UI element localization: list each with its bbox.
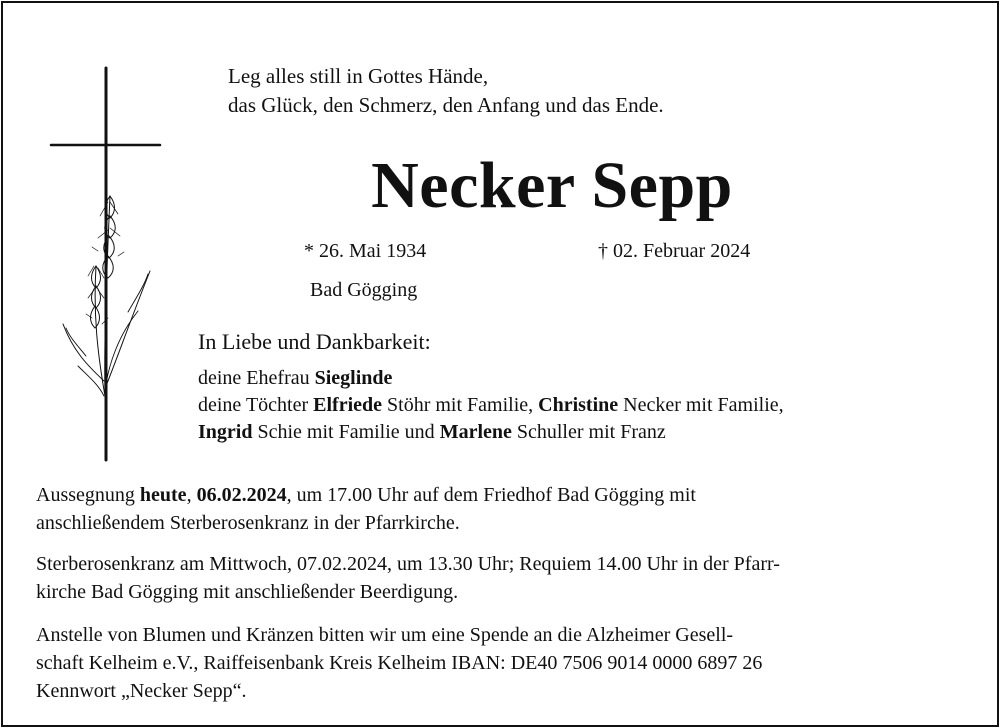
deceased-name: Necker Sepp bbox=[371, 149, 733, 222]
hometown: Bad Gögging bbox=[310, 279, 418, 301]
birth-date: * 26. Mai 1934 bbox=[304, 240, 427, 262]
mourner-prefix: deine Töchter bbox=[198, 394, 314, 416]
mourner-name: Marlene bbox=[439, 421, 512, 443]
death-date: † 02. Februar 2024 bbox=[598, 240, 751, 262]
notice-text: , bbox=[186, 484, 197, 506]
mourner-text: Stöhr mit Familie, bbox=[382, 394, 539, 416]
notice-text: Aussegnung bbox=[36, 484, 140, 506]
donation-notice bbox=[36, 621, 936, 705]
mourner-prefix: deine Ehefrau bbox=[198, 367, 315, 389]
notice-text: schaft Kelheim e.V., Raiffeisenbank Kreis Kelheim IBAN: DE40 7506 9014 0000 6897 26 bbox=[36, 652, 763, 674]
mourners-list bbox=[198, 365, 784, 446]
notice-date: 06.02.2024 bbox=[196, 484, 287, 506]
motto-line-1: Leg alles still in Gottes Hände, bbox=[228, 64, 489, 88]
motto-line-2: das Glück, den Schmerz, den Anfang und das Ende. bbox=[228, 93, 664, 117]
mourner-text: Schuller mit Franz bbox=[511, 421, 666, 443]
mourner-text: Necker mit Familie, bbox=[618, 394, 784, 416]
notice-text: Kennwort „Necker Sepp“. bbox=[36, 680, 247, 702]
mourner-name: Elfriede bbox=[313, 394, 383, 416]
rosary-requiem-notice bbox=[36, 550, 936, 606]
mourner-name: Christine bbox=[538, 394, 619, 416]
notice-day: heute bbox=[139, 484, 187, 506]
notice-text: Anstelle von Blumen und Kränzen bitten wir um eine Spende an die Alzheimer Gesell- bbox=[36, 624, 734, 646]
notice-text: kirche Bad Gögging mit anschließender Beerdigung. bbox=[36, 581, 459, 603]
notice-text: , um 17.00 Uhr auf dem Friedhof Bad Gögging mit bbox=[286, 484, 696, 506]
cross-with-wheat-icon bbox=[48, 66, 168, 462]
notice-text: Sterberosenkranz am Mittwoch, 07.02.2024, um 13.30 Uhr; Requiem 14.00 Uhr in der Pfarr- bbox=[36, 553, 780, 575]
mourner-text: Schie mit Familie und bbox=[252, 421, 440, 443]
notice-text: anschließendem Sterberosenkranz in der Pfarrkirche. bbox=[36, 512, 460, 534]
mourners-heading: In Liebe und Dankbarkeit: bbox=[198, 329, 431, 354]
funeral-blessing-notice bbox=[36, 481, 936, 537]
motto-verse bbox=[228, 62, 664, 120]
mourner-name: Ingrid bbox=[198, 421, 253, 443]
mourner-name: Sieglinde bbox=[314, 367, 393, 389]
